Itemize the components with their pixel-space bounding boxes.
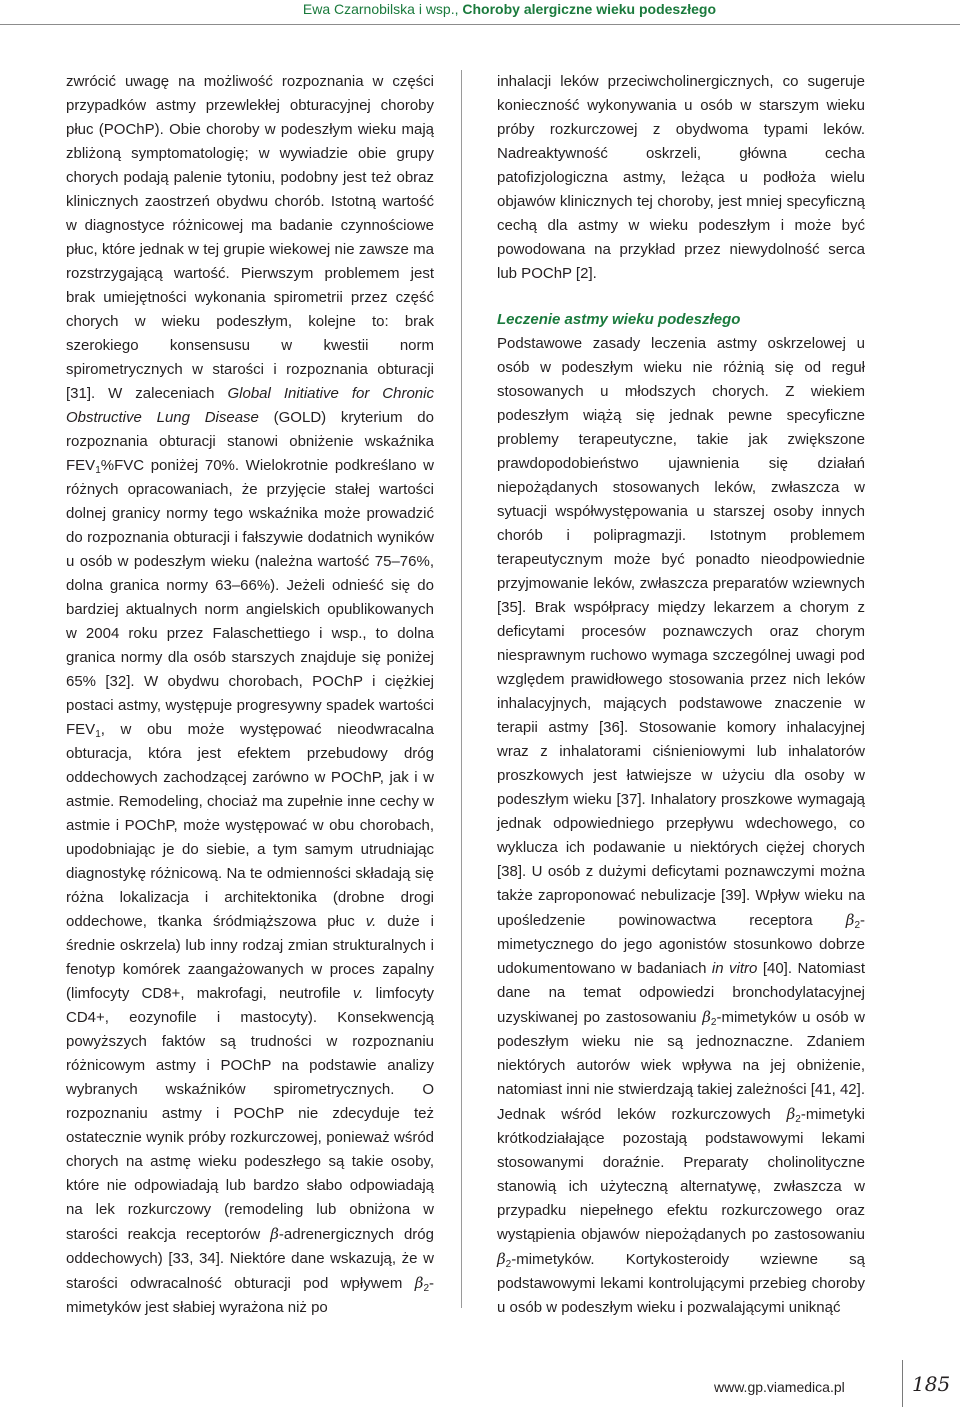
page-number: 185 bbox=[912, 1372, 951, 1396]
beta-subscript: 2 bbox=[423, 1283, 429, 1294]
left-text-c: %FVC poniżej 70%. Wielokrotnie podkreślano w różnych opracowaniach, że przyjęcie stałej wartości dolnej granicy normy tego wskaźnika może prowadzić do rozpoznania obturacji i fałszywie dodatnich wyników u osób w podeszłym wieku (należna wartość 75–76%, dolna granica normy 63–66%). Jeżeli odnieść się do bardziej aktualnych norm angielskich opublikowanych w 2004 roku przez Falaschettiego i wsp., to dolna granica normy dla osób starszych znajduje się poniżej 65% [32]. W obydwu chorobach, POChP i ciężkiej postaci astmy, występuje progresywny spadek wartości FEV bbox=[66, 457, 434, 738]
beta-symbol: β bbox=[270, 1225, 279, 1243]
left-paragraph bbox=[66, 70, 434, 1320]
fev-subscript: 1 bbox=[95, 465, 101, 476]
footer-divider bbox=[902, 1360, 903, 1407]
right-text-e: -mimetyki krótkodziałające pozostają podstawowymi lekami stosowanymi doraźnie. Preparaty cholinolityczne stanowią ich użyteczną alternatywę, zwłaszcza w przypadku niepełnego efektu rozkurczowego oraz wystąpienia objawów niepożądanych po zastosowaniu bbox=[497, 1106, 865, 1243]
beta-subscript: 2 bbox=[795, 1114, 801, 1125]
running-header-text bbox=[303, 0, 716, 18]
left-text-a: zwrócić uwagę na możliwość rozpoznania w części przypadków astmy przewlekłej obturacyjnej choroby płuc (POChP). Obie choroby w podeszłym wieku mają zbliżoną symptomatologię; w wywiadzie obie grupy chorych podają palenie tytoniu, podobny jest też obraz klinicznych zaostrzeń obydwu chorób. Istotną wartość w diagnostyce różnicowej ma badanie czynnościowe płuc, które jednak w tej grupie wiekowej nie zawsze ma rozstrzygającą wartość. Pierwszym problemem jest brak umiejętności wykonania spirometrii przez część chorych w wieku podeszłym, kolejne to: brak szerokiego konsensusu w kwestii norm spirometrycznych w starości i rozpoznania obturacji [31]. W zaleceniach bbox=[66, 73, 434, 402]
left-text-g: -adrenergicznych dróg oddechowych) [33, 34]. Niektóre dane wskazują, że w starości odwracalność obturacji pod wpływem bbox=[66, 1226, 434, 1292]
beta-symbol: β bbox=[786, 1105, 796, 1123]
running-header bbox=[0, 0, 960, 25]
in-vitro-italic: in vitro bbox=[711, 960, 758, 977]
fev-subscript: 1 bbox=[95, 729, 101, 740]
right-column bbox=[497, 70, 865, 1320]
beta-symbol: β bbox=[414, 1274, 424, 1292]
versus-italic: v. bbox=[365, 913, 377, 930]
beta-symbol: β bbox=[702, 1008, 711, 1026]
left-text-e: duże i średnie oskrzela) lub inny rodzaj zmian strukturalnych i fenotyp komórek zaangażowanych w proces zapalny (limfocyty CD8+, makrofagi, neutrofile bbox=[66, 913, 434, 1002]
right-text-c: [40]. Natomiast dane na temat odpowiedzi bronchodylatacyjnej uzyskiwanej po zastosowaniu bbox=[497, 960, 865, 1026]
versus-italic: v. bbox=[352, 985, 364, 1002]
right-text-d: -mimetyków u osób w podeszłym wieku nie są jednoznaczne. Zdaniem niektórych autorów wiek wpływa na jej obniżenie, natomiast inni nie stwierdzają takiej zależności [41, 42]. Jednak wśród leków rozkurczowych bbox=[497, 1009, 865, 1123]
gold-title-italic: Global Initiative for Chronic Obstructive Lung Disease bbox=[66, 385, 434, 426]
left-text-d: , w obu może występować nieodwracalna obturacja, która jest efektem przebudowy dróg oddechowych zachodzącej zarówno w POChP, jak i w astmie. Remodeling, chociaż ma zupełnie inne cechy w astmie i POChP, może występować w obu chorobach, upodobniając je do siebie, a tym samym utrudniając diagnostykę różnicową. Na te odmienności składają się różna lokalizacja i architektonika (drobne drogi oddechowe, tkanka śródmiąższowa płuc bbox=[66, 721, 434, 930]
beta-subscript: 2 bbox=[854, 920, 860, 931]
right-paragraph-1: inhalacji leków przeciwcholinergicznych, co sugeruje konieczność wykonywania u osób w starszym wieku próby rozkurczowej z obydwoma typami leków. Nadreaktywność oskrzeli, główna cecha patofizjologiczna astmy, leżąca u podłoża wielu objawów klinicznych tej choroby, jest mniej specyficzną cechą dla astmy w wieku podeszłym i może być powodowana na przykład przez niewydolność serca lub POChP [2]. bbox=[497, 73, 865, 282]
left-column bbox=[66, 70, 434, 1320]
footer-url[interactable]: www.gp.viamedica.pl bbox=[714, 1379, 845, 1395]
right-text-f: -mimetyków. Kortykosteroidy wziewne są podstawowymi lekami kontrolującymi przebieg choroby u osób w podeszłym wieku i pozwalającymi uniknąć bbox=[497, 1251, 865, 1316]
beta-symbol: β bbox=[497, 1250, 506, 1268]
header-title: Choroby alergiczne wieku podeszłego bbox=[462, 1, 716, 17]
beta-subscript: 2 bbox=[710, 1017, 717, 1028]
left-text-h: -mimetyków jest słabiej wyrażona niż po bbox=[66, 1275, 434, 1316]
right-text-b: -mimetycznego do jego agonistów stosunkowo dobrze udokumentowano w badaniach bbox=[497, 912, 865, 977]
section-heading: Leczenie astmy wieku podeszłego bbox=[497, 311, 741, 328]
right-paragraph-2 bbox=[497, 332, 865, 1320]
left-text-b: (GOLD) kryterium do rozpoznania obturacji stanowi obniżenie wskaźnika FEV bbox=[66, 409, 434, 474]
beta-subscript: 2 bbox=[505, 1259, 512, 1270]
header-authors: Ewa Czarnobilska i wsp., bbox=[302, 1, 459, 17]
left-text-f: limfocyty CD4+, eozynofile i mastocyty). Konsekwencją powyższych faktów są trudności w rozpoznaniu różnicowym astmy i POChP na podstawie analizy wybranych wskaźników spirometrycznych. O rozpoznaniu astmy i POChP nie zdecyduje też ostatecznie wynik próby rozkurczowej, ponieważ wśród chorych na astmę wieku podeszłego są takie osoby, które nie odpowiadają lub bardzo słabo odpowiadają na lek rozkurczowy (remodeling lub obniżona w starości reakcja receptorów bbox=[66, 985, 434, 1243]
beta-symbol: β bbox=[845, 911, 855, 929]
column-divider bbox=[461, 70, 462, 1308]
right-text-a: Podstawowe zasady leczenia astmy oskrzelowej u osób w podeszłym wieku nie różnią się od reguł stosowanych u młodszych chorych. Z wiekiem podeszłym wiążą się jednak pewne specyficzne problemy terapeutyczne, takie jak zwiększone prawdopodobieństwo ujawnienia się działań niepożądanych stosowanych leków, zwłaszcza w sytuacji współwystępowania u starszej osoby innych chorób i polipragmazji. Istotnym problemem terapeutycznym może być ponadto nieodpowiednie przyjmowanie leków, zwłaszcza preparatów wziewnych [35]. Brak współpracy między lekarzem a chorym z deficytami procesów poznawczych oraz chorym niesprawnym ruchowo wymaga szczególnej uwagi pod względem prawidłowego stosowania przez nich leków inhalacyjnych, mających podstawowe znaczenie w terapii astmy [36]. Stosowanie komory inhalacyjnej wraz z inhalatorami ciśnieniowymi lub inhalatorów proszkowych jest łatwiejsze w użyciu dla osoby w podeszłym wieku [37]. Inhalatory proszkowe wymagają jednak odpowiedniego przepływu wdechowego, co wyklucza ich podawanie u niektórych ciężej chorych [38]. U osób z dużymi deficytami poznawczymi można także zaproponować nebulizacje [39]. Wpływ wieku na upośledzenie powinowactwa receptora bbox=[497, 335, 865, 929]
